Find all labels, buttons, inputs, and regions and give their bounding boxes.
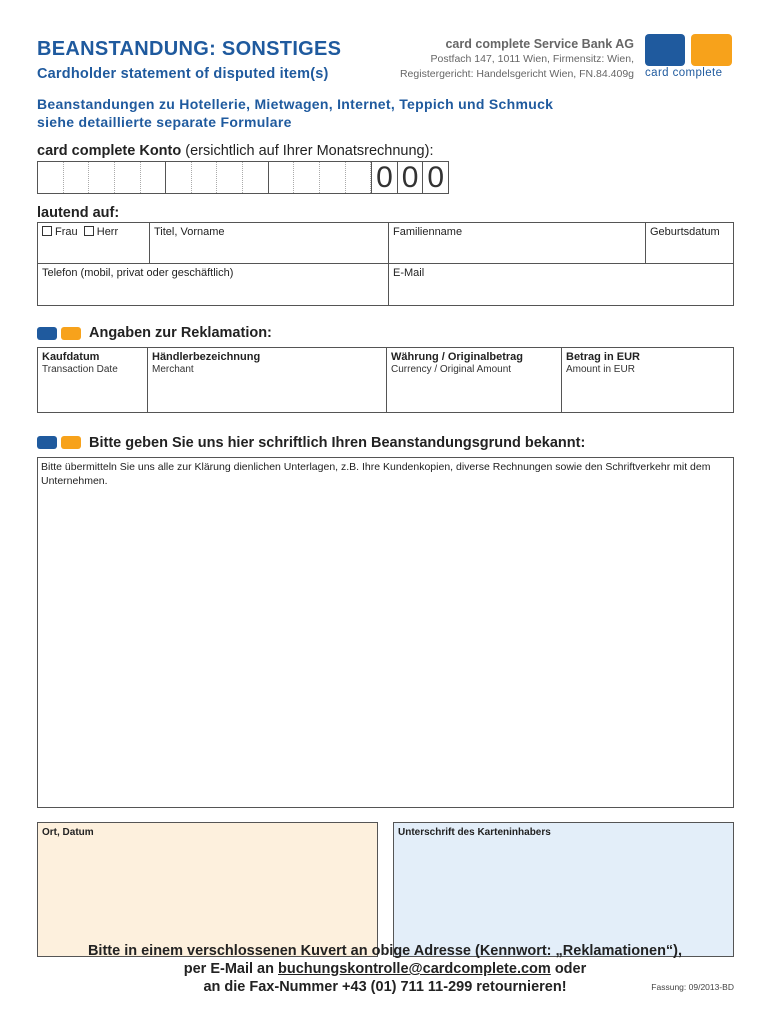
col-label-de: Kaufdatum <box>42 351 100 363</box>
claim-heading: Angaben zur Reklamation: <box>89 325 272 341</box>
checkbox-herr[interactable] <box>84 226 94 236</box>
lastname-label: Familienname <box>393 226 463 238</box>
notice-line-2: siehe detaillierte separate Formulare <box>37 114 292 130</box>
phone-label: Telefon (mobil, privat oder geschäftlich) <box>42 267 234 279</box>
birthdate-label: Geburtsdatum <box>650 226 720 238</box>
account-digit-box[interactable] <box>346 162 372 193</box>
amount-eur-field[interactable] <box>562 348 734 413</box>
signature-field[interactable] <box>393 822 734 957</box>
salutation-frau-label: Frau <box>55 226 78 238</box>
bank-address-line-2: Registergericht: Handelsgericht Wien, FN.84.409g <box>399 68 634 80</box>
col-label-de: Währung / Originalbetrag <box>391 351 524 363</box>
account-label-rest: (ersichtlich auf Ihrer Monatsrechnung): <box>185 143 434 159</box>
section-marker-orange <box>61 436 81 449</box>
lastname-field[interactable] <box>389 223 646 264</box>
footer-line-2-post: oder <box>550 961 587 977</box>
section-marker-blue <box>37 436 57 449</box>
logo-text: card complete <box>645 67 723 79</box>
account-digit-box[interactable] <box>320 162 346 193</box>
footer-line-2 <box>0 960 770 978</box>
account-label <box>37 143 433 159</box>
phone-field[interactable] <box>38 264 389 306</box>
col-label-de: Händlerbezeichnung <box>152 351 261 363</box>
holder-table <box>37 222 734 306</box>
col-label-de: Betrag in EUR <box>566 351 640 363</box>
title-firstname-label: Titel, Vorname <box>154 226 225 238</box>
account-prefilled-digit: 0 <box>371 162 397 193</box>
logo-orange-square <box>691 34 732 66</box>
place-date-label: Ort, Datum <box>42 827 94 838</box>
place-date-field[interactable] <box>37 822 378 957</box>
account-prefilled-digit: 0 <box>422 162 448 193</box>
account-digit-box[interactable] <box>64 162 90 193</box>
reason-textarea[interactable] <box>37 457 734 808</box>
account-digit-box[interactable] <box>217 162 243 193</box>
account-number-field[interactable] <box>37 161 449 194</box>
account-digit-box[interactable] <box>89 162 115 193</box>
account-digit-box[interactable] <box>141 162 167 193</box>
checkbox-frau[interactable] <box>42 226 52 236</box>
salutation-herr-label: Herr <box>96 226 119 238</box>
account-label-bold: card complete Konto <box>37 143 182 159</box>
title-firstname-field[interactable] <box>150 223 389 264</box>
birthdate-field[interactable] <box>646 223 734 264</box>
footer-email-link[interactable]: buchungskontrolle@cardcomplete.com <box>278 961 551 977</box>
version-label: Fassung: 09/2013-BD <box>651 982 734 992</box>
form-title: BEANSTANDUNG: SONSTIGES <box>37 38 342 60</box>
account-digit-box[interactable] <box>294 162 320 193</box>
col-label-en: Currency / Original Amount <box>391 364 512 375</box>
signature-label: Unterschrift des Karteninhabers <box>398 827 551 838</box>
account-prefilled-digit: 0 <box>397 162 423 193</box>
logo-blue-square <box>645 34 685 66</box>
col-label-en: Transaction Date <box>42 364 118 375</box>
merchant-field[interactable] <box>148 348 387 413</box>
currency-amount-field[interactable] <box>387 348 562 413</box>
account-digit-box[interactable] <box>166 162 192 193</box>
account-digit-box[interactable] <box>115 162 141 193</box>
bank-address-line-1: Postfach 147, 1011 Wien, Firmensitz: Wien, <box>430 53 634 65</box>
col-label-en: Amount in EUR <box>566 364 635 375</box>
account-digit-box[interactable] <box>269 162 295 193</box>
footer-line-1: Bitte in einem verschlossenen Kuvert an obige Adresse (Kennwort: „Reklamationen“), <box>87 943 683 959</box>
claim-table <box>37 347 734 413</box>
reason-heading: Bitte geben Sie uns hier schriftlich Ihren Beanstandungsgrund bekannt: <box>89 435 586 451</box>
account-digit-box[interactable] <box>38 162 64 193</box>
account-digit-box[interactable] <box>192 162 218 193</box>
account-digit-box[interactable] <box>243 162 269 193</box>
notice-line-1: Beanstandungen zu Hotellerie, Mietwagen, Internet, Teppich und Schmuck <box>37 96 554 112</box>
holder-heading: lautend auf: <box>37 205 120 221</box>
bank-name: card complete Service Bank AG <box>445 37 634 51</box>
salutation-cell <box>38 223 150 264</box>
email-label: E-Mail <box>393 267 425 279</box>
section-marker-orange <box>61 327 81 340</box>
form-subtitle: Cardholder statement of disputed item(s) <box>37 66 329 82</box>
email-field[interactable] <box>389 264 734 306</box>
footer-line-2-pre: per E-Mail an <box>183 961 279 977</box>
notice-text <box>37 95 553 131</box>
footer-line-3: an die Fax-Nummer +43 (01) 711 11-299 retournieren! <box>203 979 567 995</box>
transaction-date-field[interactable] <box>38 348 148 413</box>
reason-hint: Bitte übermitteln Sie uns alle zur Klärung dienlichen Unterlagen, z.B. Ihre Kundenkopien, diverse Rechnungen sowie den Schriftverkehr mit dem Unternehmen. <box>41 461 711 487</box>
col-label-en: Merchant <box>152 364 194 375</box>
section-marker-blue <box>37 327 57 340</box>
